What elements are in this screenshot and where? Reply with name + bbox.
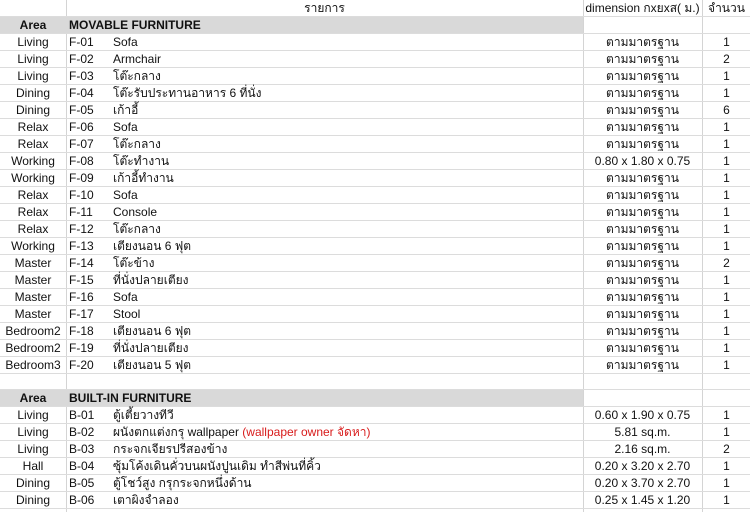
dimension-cell: ตามมาตรฐาน <box>606 324 679 338</box>
blank-row <box>0 373 750 390</box>
table-row <box>0 51 750 68</box>
qty-cell: 1 <box>723 459 730 473</box>
dimension-cell: 0.25 x 1.45 x 1.20 <box>594 493 691 507</box>
area-cell: Living <box>17 425 49 439</box>
table-row <box>0 170 750 187</box>
area-label: Area <box>19 391 47 405</box>
code-cell: F-12 <box>69 222 94 236</box>
dimension-cell: ตามมาตรฐาน <box>606 103 679 117</box>
item-name-cell: Sofa <box>113 35 138 49</box>
area-cell: Hall <box>22 459 44 473</box>
item-name-cell: ที่นั่งปลายเตียง <box>113 273 189 287</box>
area-cell: Master <box>14 307 52 321</box>
table-row <box>0 34 750 51</box>
code-cell: B-06 <box>69 493 95 507</box>
qty-cell: 1 <box>723 493 730 507</box>
dimension-cell: ตามมาตรฐาน <box>606 35 679 49</box>
code-cell: F-18 <box>69 324 94 338</box>
item-name-with-note <box>113 424 370 440</box>
qty-cell: 1 <box>723 137 730 151</box>
code-cell: F-10 <box>69 188 94 202</box>
code-cell: F-01 <box>69 35 94 49</box>
item-name-cell: ผนังตกแต่งกรุ wallpaper <box>113 425 239 439</box>
qty-cell: 1 <box>723 358 730 372</box>
qty-cell: 1 <box>723 307 730 321</box>
item-name-cell: กระจกเจียรปรีสองข้าง <box>113 442 228 456</box>
qty-cell: 1 <box>723 171 730 185</box>
item-name-cell: Console <box>113 205 158 219</box>
area-cell: Bedroom2 <box>5 324 61 338</box>
area-cell: Living <box>17 408 49 422</box>
item-name-cell: เตียงนอน 5 ฟุต <box>113 358 192 372</box>
table-row <box>0 102 750 119</box>
dimension-cell: 5.81 sq.m. <box>614 425 671 439</box>
area-cell: Dining <box>15 476 51 490</box>
item-name-cell: Armchair <box>113 52 162 66</box>
code-cell: F-17 <box>69 307 94 321</box>
dimension-cell: 0.20 x 3.20 x 2.70 <box>594 459 691 473</box>
code-cell: F-20 <box>69 358 94 372</box>
table-row <box>0 221 750 238</box>
table-row <box>0 119 750 136</box>
code-cell: F-13 <box>69 239 94 253</box>
code-cell: B-05 <box>69 476 95 490</box>
header-dimension: dimension กxยxส( ม.) <box>585 1 700 15</box>
code-cell: F-06 <box>69 120 94 134</box>
dimension-cell: 0.60 x 1.90 x 0.75 <box>594 408 691 422</box>
code-cell: F-15 <box>69 273 94 287</box>
area-cell: Working <box>11 154 55 168</box>
dimension-cell: ตามมาตรฐาน <box>606 52 679 66</box>
dimension-cell: ตามมาตรฐาน <box>606 290 679 304</box>
item-name-cell: โต๊ะกลาง <box>113 69 161 83</box>
code-cell: F-19 <box>69 341 94 355</box>
item-note: (wallpaper owner จัดหา) <box>242 425 371 439</box>
item-name-cell: Stool <box>113 307 141 321</box>
qty-cell: 1 <box>723 222 730 236</box>
qty-cell: 2 <box>723 256 730 270</box>
section-title: BUILT-IN FURNITURE <box>69 391 192 405</box>
table-row <box>0 238 750 255</box>
area-cell: Living <box>17 69 49 83</box>
code-cell: B-04 <box>69 459 95 473</box>
qty-cell: 1 <box>723 205 730 219</box>
table-row <box>0 424 750 441</box>
item-name-cell: ที่นั่งปลายเตียง <box>113 341 189 355</box>
qty-cell: 1 <box>723 239 730 253</box>
dimension-cell: ตามมาตรฐาน <box>606 69 679 83</box>
table-row <box>0 187 750 204</box>
code-cell: F-11 <box>69 205 93 219</box>
item-name-cell: โต๊ะกลาง <box>113 222 161 236</box>
area-cell: Working <box>11 239 55 253</box>
table-row <box>0 204 750 221</box>
qty-cell: 1 <box>723 188 730 202</box>
item-name-cell: ซุ้มโค้งเดินคั่วบนผนังปูนเดิม ทำสีพ่นที่คิ้ว <box>113 459 321 473</box>
item-name-cell: โต๊ะทำงาน <box>113 154 170 168</box>
code-cell: F-05 <box>69 103 94 117</box>
qty-cell: 1 <box>723 86 730 100</box>
section-header-builtin <box>0 390 750 407</box>
item-name-cell: เตียงนอน 6 ฟุต <box>113 324 192 338</box>
code-cell: F-04 <box>69 86 94 100</box>
item-name-cell: เก้าอี้ <box>113 103 139 117</box>
area-label: Area <box>19 18 47 32</box>
header-row <box>0 0 750 17</box>
area-cell: Dining <box>15 493 51 507</box>
dimension-cell: ตามมาตรฐาน <box>606 137 679 151</box>
dimension-cell: ตามมาตรฐาน <box>606 86 679 100</box>
table-row <box>0 272 750 289</box>
item-name-cell: ตู้เตี้ยวางทีวี <box>113 408 174 422</box>
area-cell: Master <box>14 273 52 287</box>
qty-cell: 2 <box>723 442 730 456</box>
item-name-cell: โต๊ะกลาง <box>113 137 161 151</box>
area-cell: Master <box>14 256 52 270</box>
qty-cell: 1 <box>723 425 730 439</box>
area-cell: Bedroom3 <box>5 358 61 372</box>
dimension-cell: ตามมาตรฐาน <box>606 358 679 372</box>
dimension-cell: ตามมาตรฐาน <box>606 205 679 219</box>
code-cell: B-03 <box>69 442 95 456</box>
qty-cell: 1 <box>723 273 730 287</box>
dimension-cell: 0.20 x 3.70 x 2.70 <box>594 476 691 490</box>
dimension-cell: ตามมาตรฐาน <box>606 222 679 236</box>
table-row <box>0 289 750 306</box>
area-cell: Living <box>17 52 49 66</box>
table-row <box>0 475 750 492</box>
area-cell: Working <box>11 171 55 185</box>
item-name-cell: เตียงนอน 6 ฟุต <box>113 239 192 253</box>
code-cell: B-01 <box>69 408 95 422</box>
code-cell: B-02 <box>69 425 95 439</box>
table-row <box>0 357 750 374</box>
qty-cell: 1 <box>723 341 730 355</box>
qty-cell: 1 <box>723 324 730 338</box>
area-cell: Dining <box>15 103 51 117</box>
code-cell: F-02 <box>69 52 94 66</box>
code-cell: F-09 <box>69 171 94 185</box>
code-cell: F-07 <box>69 137 94 151</box>
table-row <box>0 407 750 424</box>
section-title: MOVABLE FURNITURE <box>69 18 201 32</box>
dimension-cell: ตามมาตรฐาน <box>606 341 679 355</box>
table-row <box>0 306 750 323</box>
dimension-cell: ตามมาตรฐาน <box>606 256 679 270</box>
qty-cell: 1 <box>723 408 730 422</box>
area-cell: Bedroom2 <box>5 341 61 355</box>
code-cell: F-03 <box>69 69 94 83</box>
qty-cell: 2 <box>723 52 730 66</box>
code-cell: F-16 <box>69 290 94 304</box>
item-name-cell: โต๊ะรับประทานอาหาร 6 ที่นั่ง <box>113 86 262 100</box>
area-cell: Living <box>17 442 49 456</box>
qty-cell: 1 <box>723 154 730 168</box>
section-header-movable <box>0 17 750 34</box>
item-name-cell: เตาผิงจำลอง <box>113 493 179 507</box>
dimension-cell: 0.80 x 1.80 x 0.75 <box>594 154 691 168</box>
qty-cell: 1 <box>723 476 730 490</box>
table-row <box>0 441 750 458</box>
table-row <box>0 323 750 340</box>
table-row <box>0 153 750 170</box>
code-cell: F-08 <box>69 154 94 168</box>
area-cell: Master <box>14 290 52 304</box>
qty-cell: 1 <box>723 120 730 134</box>
area-cell: Relax <box>17 137 49 151</box>
item-name-cell: ตู้โชว์สูง กรุกระจกหนึ่งด้าน <box>113 476 252 490</box>
area-cell: Living <box>17 35 49 49</box>
header-item: รายการ <box>304 1 345 15</box>
item-name-cell: Sofa <box>113 120 138 134</box>
table-row <box>0 68 750 85</box>
area-cell: Relax <box>17 205 49 219</box>
area-cell: Relax <box>17 222 49 236</box>
dimension-cell: ตามมาตรฐาน <box>606 171 679 185</box>
code-cell: F-14 <box>69 256 94 270</box>
area-cell: Relax <box>17 188 49 202</box>
table-row <box>0 136 750 153</box>
dimension-cell: 2.16 sq.m. <box>614 442 671 456</box>
dimension-cell: ตามมาตรฐาน <box>606 239 679 253</box>
qty-cell: 1 <box>723 35 730 49</box>
table-row <box>0 492 750 509</box>
header-qty: จำนวน <box>708 1 745 15</box>
area-cell: Dining <box>15 86 51 100</box>
table-row <box>0 458 750 475</box>
dimension-cell: ตามมาตรฐาน <box>606 188 679 202</box>
item-name-cell: Sofa <box>113 188 138 202</box>
table-row <box>0 85 750 102</box>
area-cell: Relax <box>17 120 49 134</box>
dimension-cell: ตามมาตรฐาน <box>606 120 679 134</box>
qty-cell: 1 <box>723 69 730 83</box>
dimension-cell: ตามมาตรฐาน <box>606 307 679 321</box>
item-name-cell: โต๊ะข้าง <box>113 256 155 270</box>
qty-cell: 6 <box>723 103 730 117</box>
table-row <box>0 255 750 272</box>
dimension-cell: ตามมาตรฐาน <box>606 273 679 287</box>
item-name-cell: Sofa <box>113 290 138 304</box>
table-row <box>0 340 750 357</box>
item-name-cell: เก้าอี้ทำงาน <box>113 171 174 185</box>
qty-cell: 1 <box>723 290 730 304</box>
